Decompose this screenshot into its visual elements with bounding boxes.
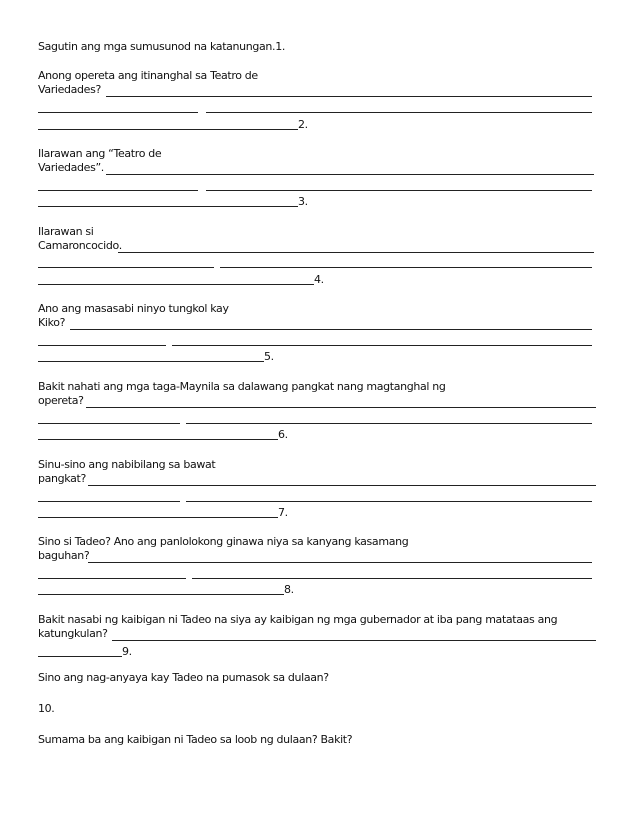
answer-line[interactable]: [38, 578, 186, 579]
question-7-line-2: baguhan?: [38, 549, 90, 562]
question-1-line-2: Variedades?: [38, 83, 101, 96]
answer-line[interactable]: [38, 129, 298, 130]
answer-line[interactable]: [206, 112, 592, 113]
answer-line[interactable]: [186, 423, 592, 424]
question-number: 4.: [314, 273, 324, 286]
question-6-line-1: Sinu-sino ang nabibilang sa bawat: [38, 458, 216, 471]
answer-line[interactable]: [38, 361, 264, 362]
answer-line[interactable]: [38, 284, 314, 285]
question-number: 7.: [278, 506, 288, 519]
question-6-line-2: pangkat?: [38, 472, 86, 485]
answer-line[interactable]: [38, 112, 198, 113]
question-number: 10.: [38, 702, 55, 715]
question-number: 5.: [264, 350, 274, 363]
question-10-text: Sumama ba ang kaibigan ni Tadeo sa loob ng dulaan? Bakit?: [38, 733, 353, 746]
answer-line[interactable]: [86, 407, 596, 408]
question-number: 8.: [284, 583, 294, 596]
question-4-line-1: Ano ang masasabi ninyo tungkol kay: [38, 302, 229, 315]
answer-line[interactable]: [220, 267, 592, 268]
answer-line[interactable]: [38, 594, 284, 595]
answer-line[interactable]: [88, 485, 596, 486]
answer-line[interactable]: [38, 439, 278, 440]
answer-line[interactable]: [38, 345, 166, 346]
answer-line[interactable]: [38, 517, 278, 518]
answer-line[interactable]: [38, 267, 214, 268]
answer-line[interactable]: [118, 252, 594, 253]
question-4-line-2: Kiko?: [38, 316, 66, 329]
question-8-line-2: katungkulan?: [38, 627, 108, 640]
answer-line[interactable]: [38, 656, 122, 657]
question-8-line-1: Bakit nasabi ng kaibigan ni Tadeo na siya ay kaibigan ng mga gubernador at iba pang matataas ang: [38, 613, 558, 626]
answer-line[interactable]: [38, 206, 298, 207]
question-9-text: Sino ang nag-anyaya kay Tadeo na pumasok sa dulaan?: [38, 671, 329, 684]
answer-line[interactable]: [192, 578, 592, 579]
question-3-line-1: Ilarawan si: [38, 225, 94, 238]
question-5-line-2: opereta?: [38, 394, 84, 407]
answer-line[interactable]: [206, 190, 592, 191]
question-7-line-1: Sino si Tadeo? Ano ang panlolokong ginawa niya sa kanyang kasamang: [38, 535, 409, 548]
answer-line[interactable]: [70, 329, 592, 330]
answer-line[interactable]: [112, 640, 596, 641]
question-3-line-2: Camaroncocido.: [38, 239, 122, 252]
question-number: 9.: [122, 645, 132, 658]
question-number: 3.: [298, 195, 308, 208]
question-number: 2.: [298, 118, 308, 131]
question-2-line-1: Ilarawan ang “Teatro de: [38, 147, 162, 160]
question-5-line-1: Bakit nahati ang mga taga-Maynila sa dalawang pangkat nang magtanghal ng: [38, 380, 446, 393]
answer-line[interactable]: [106, 174, 594, 175]
instructions: Sagutin ang mga sumusunod na katanungan.1.: [38, 40, 285, 53]
answer-line[interactable]: [88, 562, 592, 563]
answer-line[interactable]: [38, 501, 180, 502]
answer-line[interactable]: [106, 96, 592, 97]
answer-line[interactable]: [38, 423, 180, 424]
question-1-line-1: Anong opereta ang itinanghal sa Teatro de: [38, 69, 258, 82]
answer-line[interactable]: [172, 345, 592, 346]
question-number: 6.: [278, 428, 288, 441]
answer-line[interactable]: [186, 501, 592, 502]
answer-line[interactable]: [38, 190, 198, 191]
question-2-line-2: Variedades”.: [38, 161, 104, 174]
